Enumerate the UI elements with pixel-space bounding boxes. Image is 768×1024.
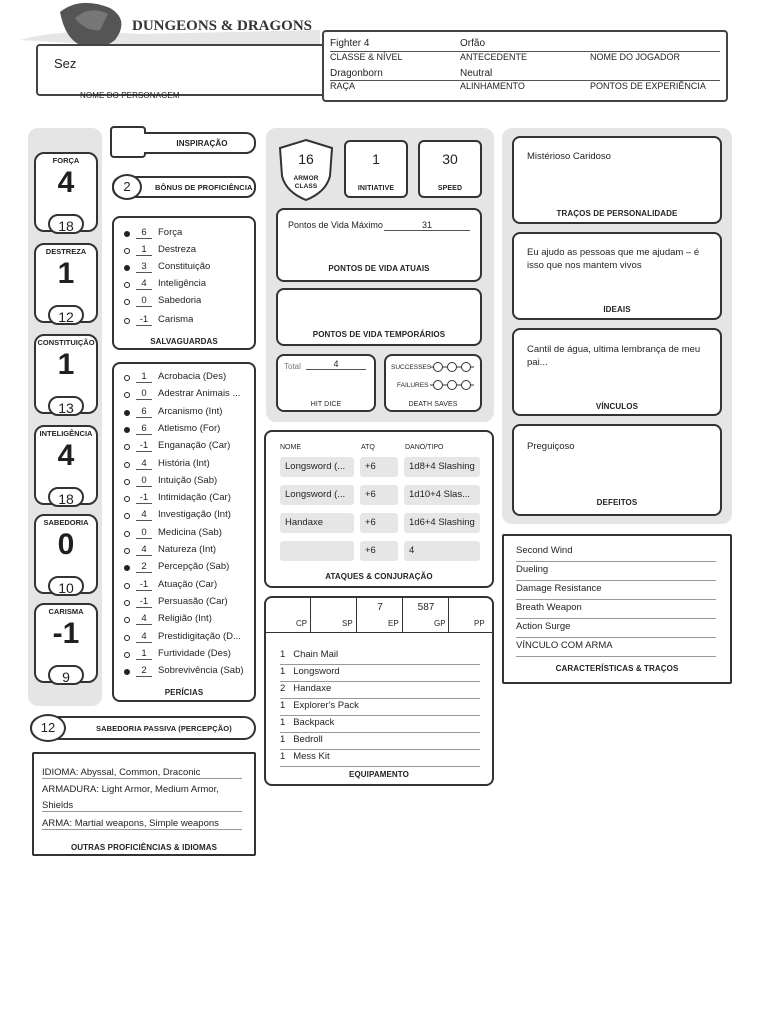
coin-ep-value[interactable]: 7 <box>377 602 383 613</box>
header-info-box <box>322 30 728 102</box>
save-row-dexterity[interactable]: 1 Destreza <box>112 243 256 260</box>
race-value[interactable]: Dragonborn <box>330 68 383 79</box>
ability-modifier: -1 <box>52 617 80 650</box>
proficiency-dot[interactable] <box>124 265 130 271</box>
attack-name-cell[interactable]: Longsword (... <box>280 485 354 505</box>
armor-class-value: 16 <box>298 151 314 167</box>
ability-modifier: 0 <box>57 528 75 561</box>
personality-traits-text: Mistérioso Caridoso <box>527 151 611 162</box>
skill-row[interactable]: 4 História (Int) <box>112 457 256 474</box>
character-name-scroll <box>36 44 326 96</box>
feature-item[interactable]: Damage Resistance <box>516 581 716 600</box>
inspiration-box[interactable] <box>110 126 146 158</box>
initiative-label: INITIATIVE <box>357 185 395 192</box>
passive-wisdom-circle[interactable] <box>30 714 66 742</box>
save-row-wisdom[interactable]: 0 Sabedoria <box>112 294 256 311</box>
shield-icon <box>276 138 336 202</box>
logo-text: DUNGEONS & DRAGONS <box>132 18 313 34</box>
attack-name-cell[interactable]: Handaxe <box>280 513 354 533</box>
attacks-label: ATAQUES & CONJURAÇÃO <box>325 572 433 581</box>
other-prof-line[interactable]: IDIOMA: Abyssal, Common, Draconic <box>42 767 242 779</box>
proficiency-dot[interactable] <box>124 299 130 305</box>
proficiency-dot[interactable] <box>124 410 130 416</box>
skill-row[interactable]: -1 Atuação (Car) <box>112 578 256 595</box>
equipment-label: EQUIPAMENTO <box>349 770 409 779</box>
background-value[interactable]: Orfão <box>460 38 486 49</box>
skills-list <box>112 370 256 685</box>
armor-class-label: ARMOR CLASS <box>293 175 319 190</box>
max-hp-value[interactable]: 31 <box>384 220 470 231</box>
current-hp-label: PONTOS DE VIDA ATUAIS <box>328 264 430 273</box>
skill-row[interactable]: 6 Arcanismo (Int) <box>112 405 256 422</box>
feature-item[interactable]: Dueling <box>516 562 716 581</box>
ability-score[interactable]: 9 <box>48 665 84 685</box>
proficiency-dot[interactable] <box>124 392 130 398</box>
equipment-item[interactable]: 1 Mess Kit <box>280 750 480 767</box>
equipment-item[interactable]: 1 Bedroll <box>280 733 480 750</box>
speed-value: 30 <box>442 151 458 167</box>
proficiency-dot[interactable] <box>124 496 130 502</box>
proficiency-dot[interactable] <box>124 282 130 288</box>
ability-score[interactable]: 13 <box>48 396 84 416</box>
save-row-strength[interactable]: 6 Força <box>112 226 256 243</box>
death-saves-failures-label: FAILURES <box>397 382 429 389</box>
death-save-checkboxes[interactable] <box>430 361 478 393</box>
temp-hp-label: PONTOS DE VIDA TEMPORÁRIOS <box>312 330 446 339</box>
alignment-label: ALINHAMENTO <box>460 81 525 91</box>
proficiency-dot[interactable] <box>124 617 130 623</box>
ability-score[interactable]: 18 <box>48 487 84 507</box>
attacks-header-name: NOME <box>280 444 301 451</box>
features-label: CARACTERÍSTICAS & TRAÇOS <box>555 664 679 673</box>
saving-throws-label: SALVAGUARDAS <box>150 337 218 346</box>
proficiency-dot[interactable] <box>124 513 130 519</box>
skill-row[interactable]: 6 Atletismo (For) <box>112 422 256 439</box>
ability-constitution[interactable]: CONSTITUIÇÃO 1 13 <box>34 334 98 420</box>
equipment-item[interactable]: 1 Explorer's Pack <box>280 699 480 716</box>
ability-modifier: 4 <box>57 166 75 199</box>
other-prof-line[interactable]: ARMA: Martial weapons, Simple weapons <box>42 818 242 830</box>
skill-row[interactable]: 2 Sobrevivência (Sab) <box>112 664 256 681</box>
attacks-header-dmg: DANO/TIPO <box>405 444 444 451</box>
background-label: ANTECEDENTE <box>460 52 528 62</box>
proficiency-dot[interactable] <box>124 479 130 485</box>
armor-class-shield[interactable] <box>276 138 336 202</box>
ideals-text: Eu ajudo as pessoas que me ajudam – é isso que nos mantem vivos <box>527 247 700 271</box>
attack-damage-cell[interactable]: 1d8+4 Slashing <box>404 457 480 477</box>
attack-name-cell[interactable]: Longsword (... <box>280 457 354 477</box>
equipment-item[interactable]: 1 Longsword <box>280 665 480 682</box>
proficiency-dot[interactable] <box>124 635 130 641</box>
flaws-label: DEFEITOS <box>596 498 638 507</box>
equipment-item[interactable]: 2 Handaxe <box>280 682 480 699</box>
character-name-value[interactable]: Sez <box>54 56 77 71</box>
coin-pp-label: PP <box>474 619 485 628</box>
bonds-text: Cantil de água, ultima lembrança de meu pai... <box>527 344 701 368</box>
feature-item[interactable]: Action Surge <box>516 619 716 638</box>
ability-score[interactable]: 10 <box>48 576 84 596</box>
ability-modifier: 4 <box>57 439 75 472</box>
skill-row[interactable]: 4 Prestidigitação (D... <box>112 630 256 647</box>
bonds-label: VÍNCULOS <box>595 402 639 411</box>
hit-dice-label: HIT DICE <box>310 401 342 408</box>
proficiency-dot[interactable] <box>124 375 130 381</box>
skill-row[interactable]: 1 Furtividade (Des) <box>112 647 256 664</box>
feature-item[interactable]: VÍNCULO COM ARMA <box>516 638 716 657</box>
attack-name-cell[interactable] <box>280 541 354 561</box>
character-name-label: NOME DO PERSONAGEM <box>80 91 180 100</box>
race-label: RAÇA <box>330 81 356 91</box>
proficiency-dot[interactable] <box>124 669 130 675</box>
attack-damage-cell[interactable]: 4 <box>404 541 480 561</box>
proficiency-dot[interactable] <box>124 548 130 554</box>
save-row-intelligence[interactable]: 4 Inteligência <box>112 277 256 294</box>
equipment-item[interactable]: 1 Backpack <box>280 716 480 733</box>
ability-strength[interactable]: FORÇA 4 18 <box>34 152 98 238</box>
proficiency-dot[interactable] <box>124 565 130 571</box>
save-row-charisma[interactable]: -1 Carisma <box>112 313 256 330</box>
skill-row[interactable]: 4 Investigação (Int) <box>112 508 256 525</box>
proficiency-dot[interactable] <box>124 652 130 658</box>
skill-row[interactable]: -1 Enganação (Car) <box>112 439 256 456</box>
skill-row[interactable]: -1 Persuasão (Car) <box>112 595 256 612</box>
ability-score[interactable]: 12 <box>48 305 84 325</box>
proficiency-dot[interactable] <box>124 231 130 237</box>
class-level-value[interactable]: Fighter 4 <box>330 38 370 49</box>
skill-row[interactable]: -1 Intimidação (Car) <box>112 491 256 508</box>
feature-item[interactable]: Second Wind <box>516 543 716 562</box>
ability-score[interactable]: 18 <box>48 214 84 234</box>
skill-row[interactable]: 4 Religião (Int) <box>112 612 256 629</box>
ability-dexterity[interactable]: DESTREZA 1 12 <box>34 243 98 329</box>
passive-wisdom-label: SABEDORIA PASSIVA (PERCEPÇÃO) <box>96 724 232 733</box>
attack-bonus-cell[interactable]: +6 <box>360 513 398 533</box>
class-level-label: CLASSE & NÍVEL <box>330 52 403 62</box>
proficiency-label: BÔNUS DE PROFICIÊNCIA <box>155 183 253 192</box>
skills-label: PERÍCIAS <box>164 688 204 697</box>
proficiency-dot[interactable] <box>124 444 130 450</box>
coin-sp-label: SP <box>342 619 353 628</box>
inspiration-label: INSPIRAÇÃO <box>176 139 228 148</box>
player-name-label: NOME DO JOGADOR <box>590 52 681 62</box>
ability-modifier: 1 <box>57 257 75 290</box>
other-prof-line[interactable]: Shields <box>42 800 242 812</box>
alignment-value[interactable]: Neutral <box>460 68 493 79</box>
proficiency-circle[interactable] <box>112 174 142 200</box>
other-prof-line[interactable]: ARMADURA: Light Armor, Medium Armor, <box>42 784 219 795</box>
feature-item[interactable]: Breath Weapon <box>516 600 716 619</box>
proficiency-dot[interactable] <box>124 531 130 537</box>
coin-gp-value[interactable]: 587 <box>417 602 435 613</box>
max-hp-label: Pontos de Vida Máximo <box>288 220 383 230</box>
proficiency-dot[interactable] <box>124 462 130 468</box>
death-saves-label: DEATH SAVES <box>408 401 458 408</box>
proficiency-value: 2 <box>123 179 131 194</box>
proficiency-dot[interactable] <box>124 583 130 589</box>
coin-ep-label: EP <box>388 619 399 628</box>
skill-row[interactable]: 1 Acrobacia (Des) <box>112 370 256 387</box>
attacks-box <box>264 430 494 588</box>
attack-bonus-cell[interactable]: +6 <box>360 485 398 505</box>
ability-modifier: 1 <box>57 348 75 381</box>
ability-intelligence[interactable]: INTELIGÊNCIA 4 18 <box>34 425 98 511</box>
coin-gp-label: GP <box>434 619 446 628</box>
other-proficiencies-label: OUTRAS PROFICIÊNCIAS & IDIOMAS <box>70 843 218 852</box>
flaws-text: Preguiçoso <box>527 441 575 452</box>
hit-dice-total-value[interactable]: 4 <box>306 359 366 370</box>
ability-charisma[interactable]: CARISMA -1 9 <box>34 603 98 689</box>
personality-traits-label: TRAÇOS DE PERSONALIDADE <box>556 209 678 218</box>
attacks-header-atk: ATQ <box>361 444 375 451</box>
saving-throws-list <box>112 226 256 336</box>
equipment-item[interactable]: 1 Chain Mail <box>280 648 480 665</box>
proficiency-dot[interactable] <box>124 427 130 433</box>
hit-dice-total-label: Total <box>284 362 301 371</box>
skill-row[interactable]: 0 Adestrar Animais ... <box>112 387 256 404</box>
death-saves-successes-label: SUCCESSES <box>391 364 432 371</box>
proficiency-dot[interactable] <box>124 318 130 324</box>
attack-bonus-cell[interactable]: +6 <box>360 457 398 477</box>
passive-wisdom-value: 12 <box>40 720 56 735</box>
attack-damage-cell[interactable]: 1d10+4 Slas... <box>404 485 480 505</box>
attack-bonus-cell[interactable]: +6 <box>360 541 398 561</box>
attack-damage-cell[interactable]: 1d6+4 Slashing <box>404 513 480 533</box>
save-row-constitution[interactable]: 3 Constituição <box>112 260 256 277</box>
skill-row[interactable]: 0 Intuição (Sab) <box>112 474 256 491</box>
xp-label: PONTOS DE EXPERIÊNCIA <box>590 81 706 91</box>
skill-row[interactable]: 2 Percepção (Sab) <box>112 560 256 577</box>
speed-label: SPEED <box>437 185 463 192</box>
coin-cp-label: CP <box>296 619 308 628</box>
proficiency-dot[interactable] <box>124 248 130 254</box>
initiative-value: 1 <box>372 151 380 167</box>
skill-row[interactable]: 0 Medicina (Sab) <box>112 526 256 543</box>
ability-wisdom[interactable]: SABEDORIA 0 10 <box>34 514 98 600</box>
ideals-label: IDEAIS <box>603 305 631 314</box>
skill-row[interactable]: 4 Natureza (Int) <box>112 543 256 560</box>
proficiency-dot[interactable] <box>124 600 130 606</box>
